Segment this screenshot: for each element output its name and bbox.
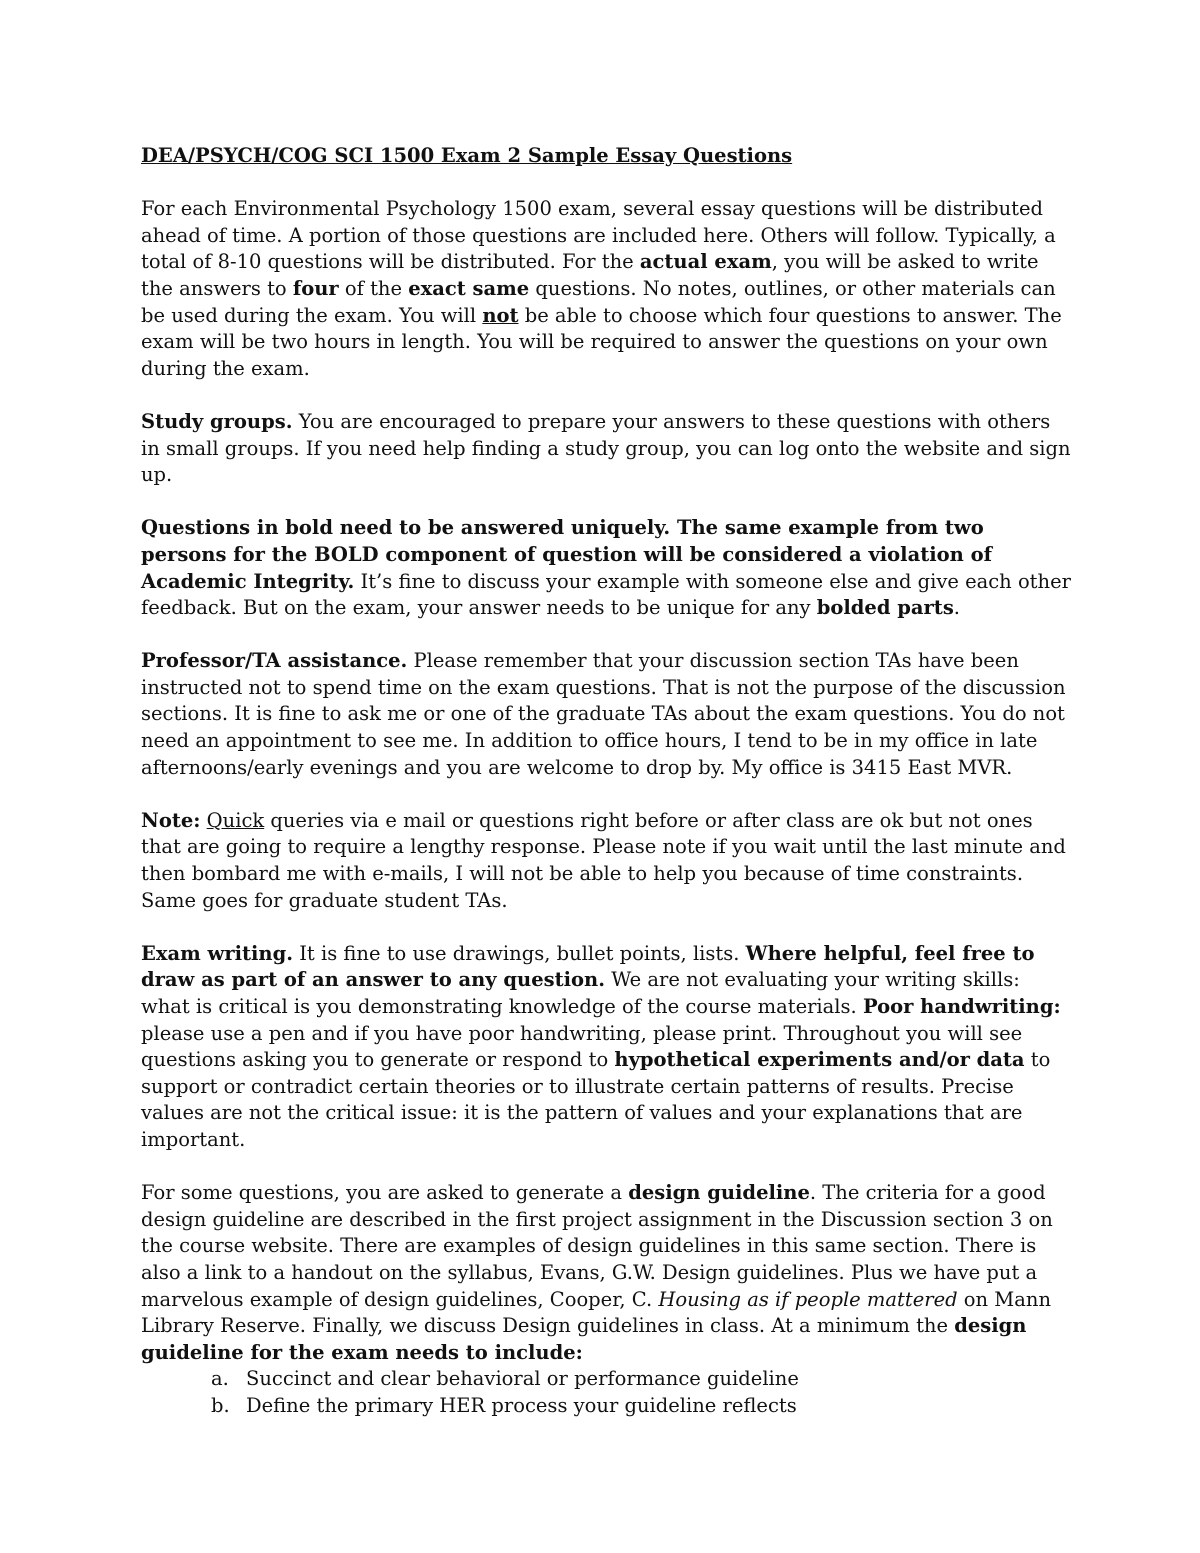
exam-writing-heading: Exam writing. <box>141 941 294 965</box>
exam-writing-paragraph: Exam writing. It is fine to use drawings, bullet points, lists. Where helpful, feel free to draw as part of an answer to any question. We are not evaluating your writing skills: what is critical is you demonstrating knowledge of the course materials. Poor handwriting: please use a pen and if you have poor handwriting, please print. Throughout you will see questions asking you to generate or respond to hypothetical experiments and/or data to support or contradict certain theories or to illustrate certain patterns of results. Precise values are not the critical issue: it is the pattern of values and your explanations that are important. <box>141 941 1061 1151</box>
professor-ta-heading: Professor/TA assistance. <box>141 649 408 673</box>
intro-paragraph: For each Environmental Psychology 1500 exam, several essay questions will be distributed ahead of time. A portion of those questions are included here. Others will follow. Typically, a total of 8-10 questions will be distributed. For the actual exam, you will be asked to write the answers to four of the exact same questions. No notes, outlines, or other materials can be used during the exam. You will not be able to choose which four questions to answer. The exam will be two hours in length. You will be required to answer the questions on your own during the exam. <box>141 197 1062 380</box>
study-groups-heading: Study groups. <box>141 409 293 433</box>
professor-ta-paragraph: Professor/TA assistance. Please remember that your discussion section TAs have been instructed not to spend time on the exam questions. That is not the purpose of the discussion sections. It is fine to ask me or one of the graduate TAs about the exam questions. You do not need an appointment to see me. In addition to office hours, I tend to be in my office in late afternoons/early evenings and you are welcome to drop by. My office is 3415 East MVR. <box>141 649 1066 779</box>
study-groups-paragraph: Study groups. You are encouraged to prepare your answers to these questions with others in small groups. If you need help finding a study group, you can log onto the website and sign up. <box>141 409 1071 487</box>
note-heading: Note: <box>141 808 201 832</box>
design-guideline-paragraph: For some questions, you are asked to generate a design guideline. The criteria for a good design guideline are described in the first project assignment in the Discussion section 3 on the course website. There are examples of design guidelines in this same section. There is also a link to a handout on the syllabus, Evans, G.W. Design guidelines. Plus we have put a marvelous example of design guidelines, Cooper, C. Housing as if people mattered on Mann Library Reserve. Finally, we discuss Design guidelines in class. At a minimum the design guideline for the exam needs to include: <box>141 1181 1053 1364</box>
bold-questions-paragraph: Questions in bold need to be answered uniquely. The same example from two persons for the BOLD component of question will be considered a violation of Academic Integrity. It’s fine to discuss your example with someone else and give each other feedback. But on the exam, your answer needs to be unique for any bolded parts. <box>141 516 1071 620</box>
document-page <box>141 143 1071 1420</box>
document-title: DEA/PSYCH/COG SCI 1500 Exam 2 Sample Essay Questions <box>141 144 793 167</box>
list-item: b. Define the primary HER process your guideline reflects <box>211 1393 797 1417</box>
design-guideline-list <box>141 1366 1071 1419</box>
note-paragraph: Note: Quick queries via e mail or questions right before or after class are ok but not ones that are going to require a lengthy response. Please note if you wait until the last minute and then bombard me with e-mails, I will not be able to help you because of time constraints. Same goes for graduate student TAs. <box>141 808 1066 912</box>
list-item: a. Succinct and clear behavioral or performance guideline <box>211 1367 799 1391</box>
